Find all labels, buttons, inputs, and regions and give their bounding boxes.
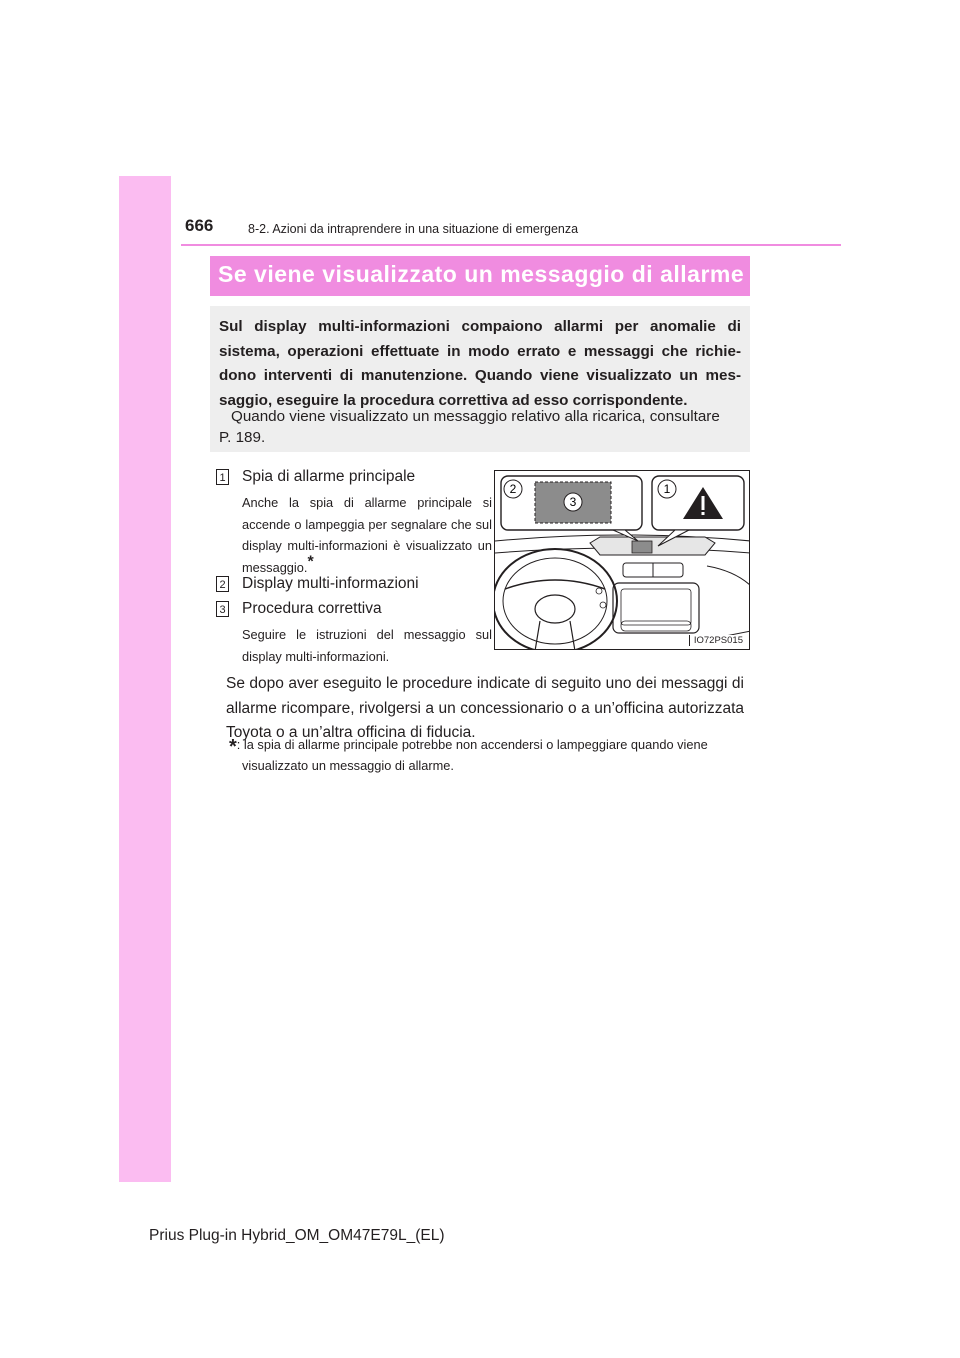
- footnote: [229, 736, 744, 775]
- figure-code: IO72PS015: [689, 635, 747, 646]
- title-bar: [210, 256, 750, 296]
- callout-2: 2: [509, 482, 517, 496]
- side-tab: [119, 176, 171, 1182]
- item-label: Spia di allarme principale: [242, 468, 416, 485]
- intro-box: [210, 306, 750, 452]
- item-label: Display multi-informazioni: [242, 575, 419, 592]
- asterisk-icon: *: [307, 553, 314, 571]
- item-number-badge: 1: [216, 469, 229, 485]
- footer: Prius Plug-in Hybrid_OM_OM47E79L_(EL): [149, 1227, 445, 1244]
- intro-note-line1: Quando viene visualizzato un messaggio relativo alla ricarica, consultare: [231, 408, 720, 425]
- item-description-text: Anche la spia di allarme principale si accende o lampeggia per segnalare che sul display multi-informazioni è visualizzato un messaggio.: [242, 495, 492, 575]
- intro-text: Sul display multi-informazioni compaiono allarmi per anomalie di sistema, operazioni effettuate in modo errato e messaggi che richie-dono interventi di manutenzione. Quando viene visualizzato un mes-saggio, eseguire la procedura correttiva ad esso corrispondente.: [219, 318, 741, 409]
- intro-note-link[interactable]: P. 189.: [219, 429, 266, 446]
- asterisk-icon: *: [229, 736, 237, 758]
- item-number-badge: 3: [216, 601, 229, 617]
- callout-3: 3: [569, 495, 577, 509]
- header-rule: [181, 244, 841, 246]
- intro-note: [219, 406, 739, 448]
- callout-1: 1: [663, 482, 671, 496]
- page-title: Se viene visualizzato un messaggio di allarme: [218, 261, 745, 287]
- dashboard-illustration: [494, 470, 750, 650]
- item-description: Seguire le istruzioni del messaggio sul display multi-informazioni.: [242, 627, 492, 664]
- body-paragraph: Se dopo aver eseguito le procedure indicate di seguito uno dei messaggi di allarme ricompare, rivolgersi a un concessionario o a un’officina autorizzata Toyota o a un’altra officina di fiducia.: [226, 675, 744, 741]
- page-number: 666: [185, 216, 214, 235]
- item-description: [242, 492, 492, 578]
- item-label: Procedura correttiva: [242, 600, 382, 617]
- section-header: 8-2. Azioni da intraprendere in una situazione di emergenza: [248, 222, 579, 236]
- dashboard-drawing: [495, 471, 750, 650]
- footnote-line2: visualizzato un messaggio di allarme.: [242, 757, 454, 773]
- footnote-line1: : la spia di allarme principale potrebbe non accendersi o lampeggiare quando viene: [236, 737, 708, 752]
- item-number-badge: 2: [216, 576, 229, 592]
